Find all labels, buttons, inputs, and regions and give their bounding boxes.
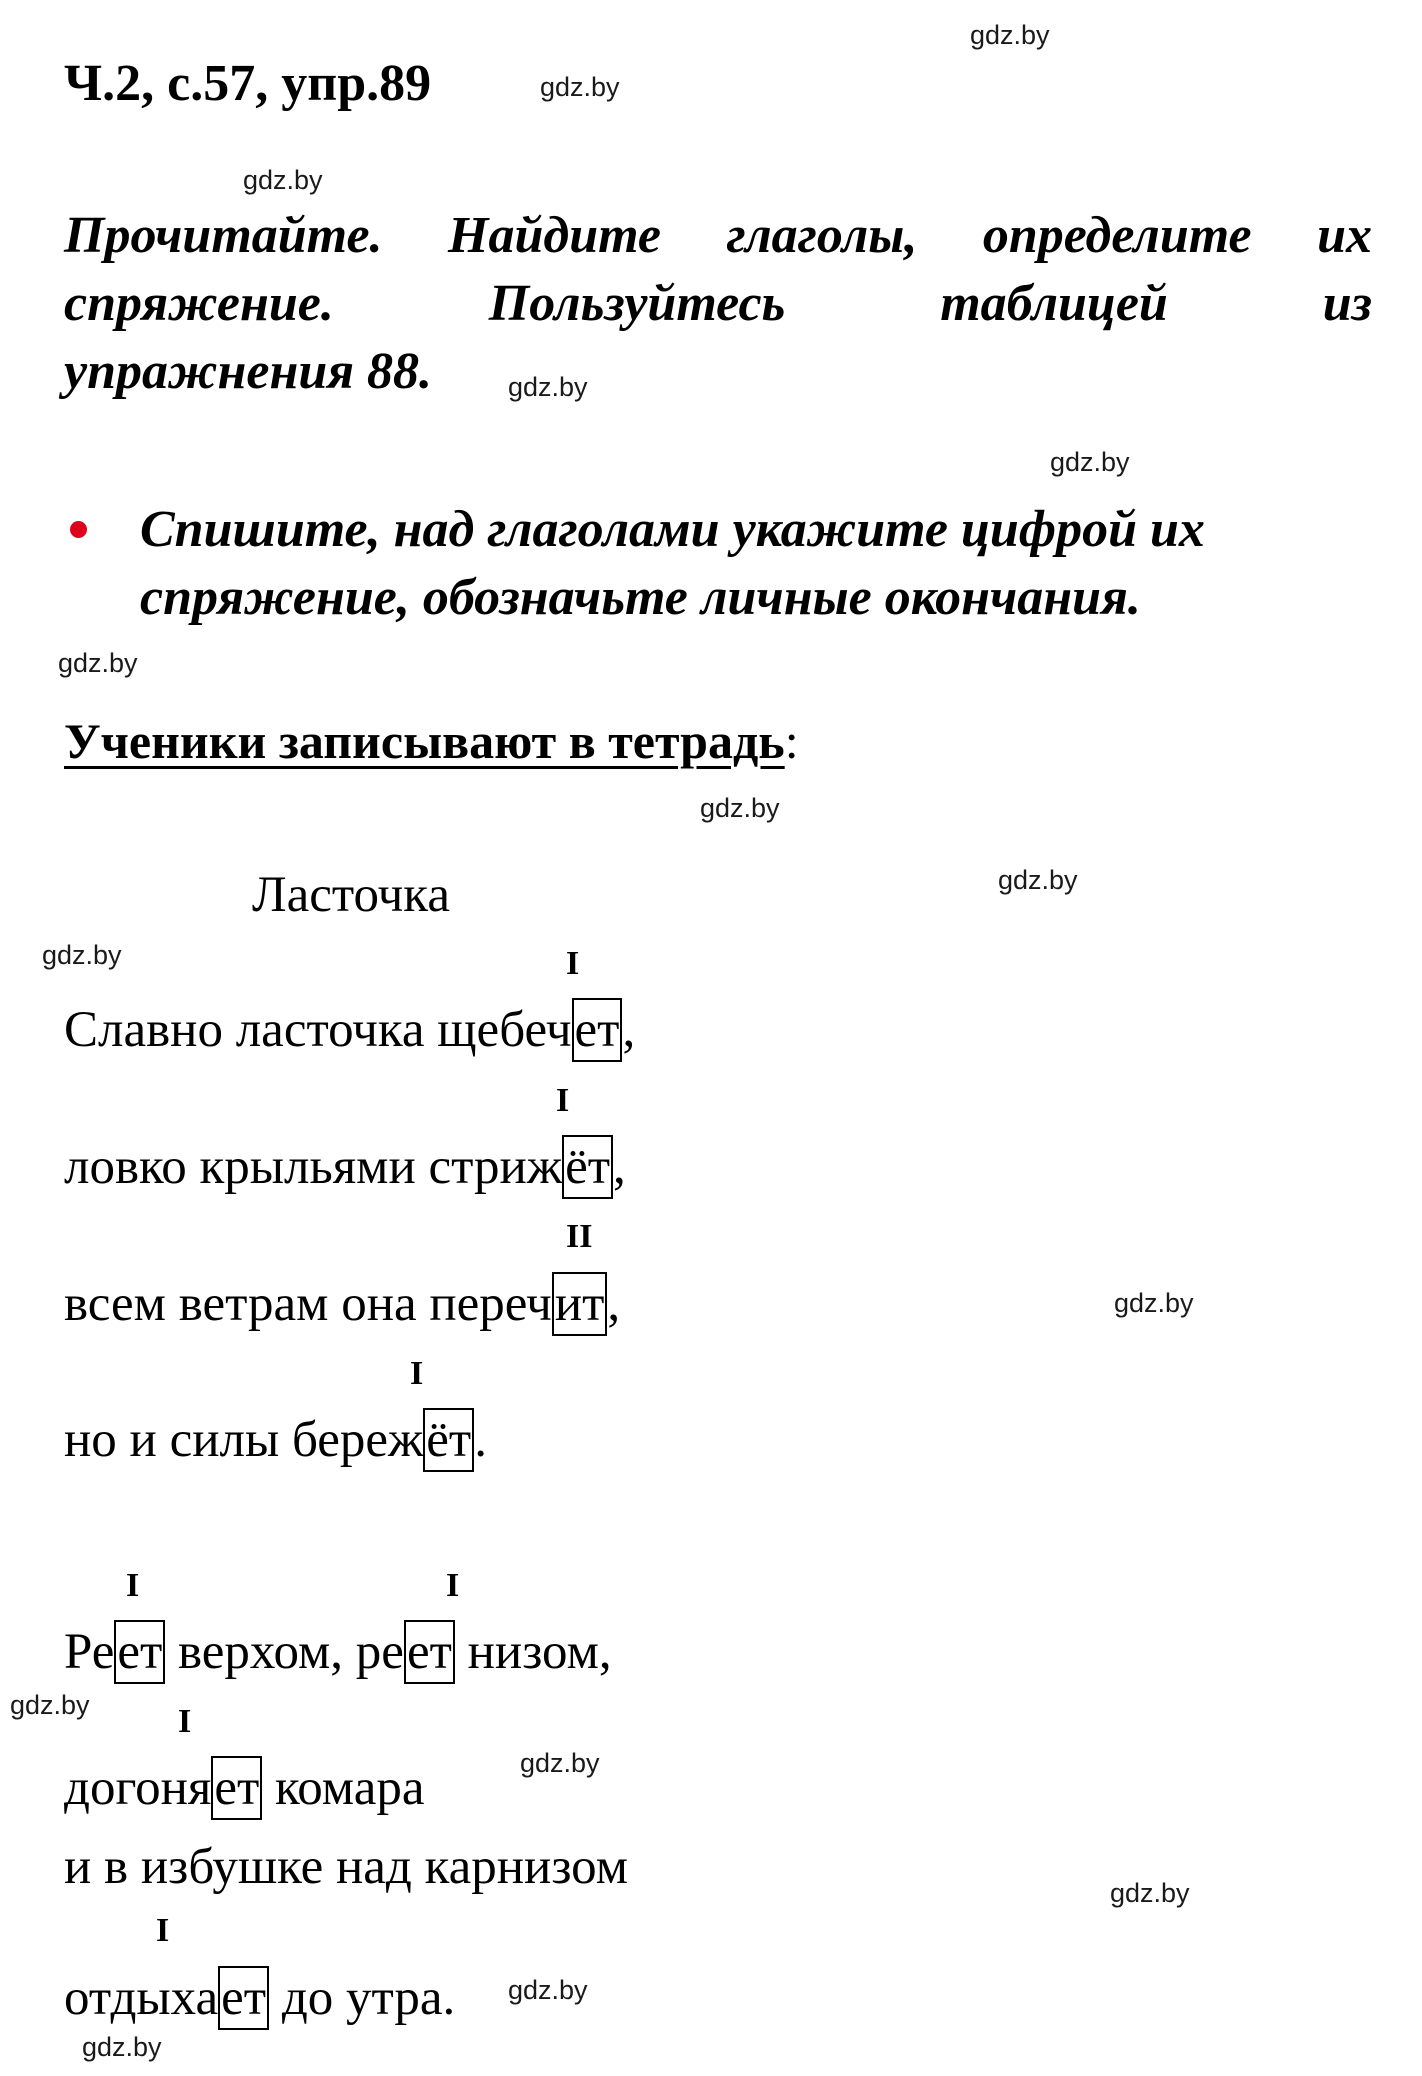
conjugation-mark: I: [410, 1355, 424, 1392]
verb-ending: ет: [572, 998, 623, 1062]
verb-ending: ет: [211, 1756, 262, 1820]
poem-line: [64, 998, 635, 1062]
task-word: Пользуйтесь: [488, 275, 786, 332]
task-word: Прочитайте.: [64, 207, 383, 264]
poem-line: [64, 1620, 612, 1684]
task-text: [64, 202, 1372, 406]
poem-text: верхом, ре: [165, 1624, 404, 1680]
watermark: gdz.by: [243, 165, 323, 195]
verb-ending: ет: [218, 1966, 269, 2030]
verb-ending: ёт: [423, 1408, 474, 1472]
watermark: gdz.by: [540, 72, 620, 102]
verb-stem: отдыха: [64, 1970, 219, 2026]
task-word: из: [1322, 275, 1372, 332]
conjugation-mark: I: [126, 1567, 140, 1604]
punctuation: ,: [613, 1139, 626, 1195]
subtitle-colon: :: [784, 713, 799, 769]
watermark: gdz.by: [10, 1690, 90, 1720]
bullet-line-1: Спишите, над глаголами укажите цифрой их: [140, 501, 1205, 558]
punctuation: ,: [607, 1276, 621, 1332]
watermark: gdz.by: [1110, 1878, 1190, 1908]
conjugation-mark: I: [178, 1703, 192, 1740]
punctuation: .: [474, 1412, 487, 1468]
poem-text: низом,: [454, 1624, 612, 1680]
watermark: gdz.by: [508, 1975, 588, 2005]
task-word: таблицей: [940, 275, 1168, 332]
task-word: их: [1317, 207, 1372, 264]
poem-line: [64, 1272, 620, 1336]
punctuation: ,: [622, 1002, 636, 1058]
conjugation-mark: I: [566, 945, 580, 982]
watermark: gdz.by: [970, 20, 1050, 50]
conjugation-mark: II: [566, 1218, 593, 1255]
bullet-text: [140, 496, 1205, 632]
task-word: спряжение.: [64, 275, 334, 332]
verb-stem: всем ветрам она переч: [64, 1276, 552, 1332]
poem-line: [64, 1966, 455, 2030]
poem-text: комара: [262, 1760, 425, 1816]
verb-ending: ит: [552, 1272, 608, 1336]
poem-line: [64, 1408, 487, 1472]
subtitle-text: Ученики записывают в тетрадь: [64, 713, 785, 769]
watermark: gdz.by: [508, 372, 588, 402]
verb-stem: ловко крыльями стриж: [64, 1139, 563, 1195]
task-line-2: [64, 270, 1372, 338]
task-word: глаголы,: [726, 207, 918, 264]
subtitle: [64, 712, 799, 770]
verb-stem: но и силы береж: [64, 1412, 424, 1468]
verb-ending: ет: [114, 1620, 165, 1684]
poem-line: и в избушке над карнизом: [64, 1839, 628, 1895]
verb-stem: догоня: [64, 1760, 212, 1816]
bullet-line-2: спряжение, обозначьте личные окончания.: [140, 569, 1141, 626]
page-title: Ч.2, с.57, упр.89: [64, 55, 432, 112]
conjugation-mark: I: [446, 1567, 460, 1604]
watermark: gdz.by: [58, 648, 138, 678]
verb-ending: ет: [404, 1620, 455, 1684]
verb-stem: Славно ласточка щебеч: [64, 1002, 572, 1058]
conjugation-mark: I: [556, 1082, 570, 1119]
task-line-3: [64, 338, 1372, 406]
poem-line: [64, 1135, 626, 1199]
task-line-1: [64, 202, 1372, 270]
verb-ending: ёт: [562, 1135, 613, 1199]
watermark: gdz.by: [520, 1748, 600, 1778]
conjugation-mark: I: [156, 1912, 170, 1949]
verb-stem: Ре: [64, 1624, 115, 1680]
task-word: определите: [982, 207, 1252, 264]
poem-title: Ласточка: [252, 867, 450, 923]
poem-line: [64, 1756, 424, 1820]
poem-text: до утра.: [269, 1970, 456, 2026]
watermark: gdz.by: [998, 865, 1078, 895]
watermark: gdz.by: [1050, 447, 1130, 477]
watermark: gdz.by: [700, 793, 780, 823]
watermark: gdz.by: [82, 2032, 162, 2062]
watermark: gdz.by: [42, 940, 122, 970]
watermark: gdz.by: [1114, 1288, 1194, 1318]
bullet-dot-icon: [70, 521, 87, 538]
task-word: упражнения 88.: [64, 343, 433, 400]
task-word: Найдите: [448, 207, 661, 264]
